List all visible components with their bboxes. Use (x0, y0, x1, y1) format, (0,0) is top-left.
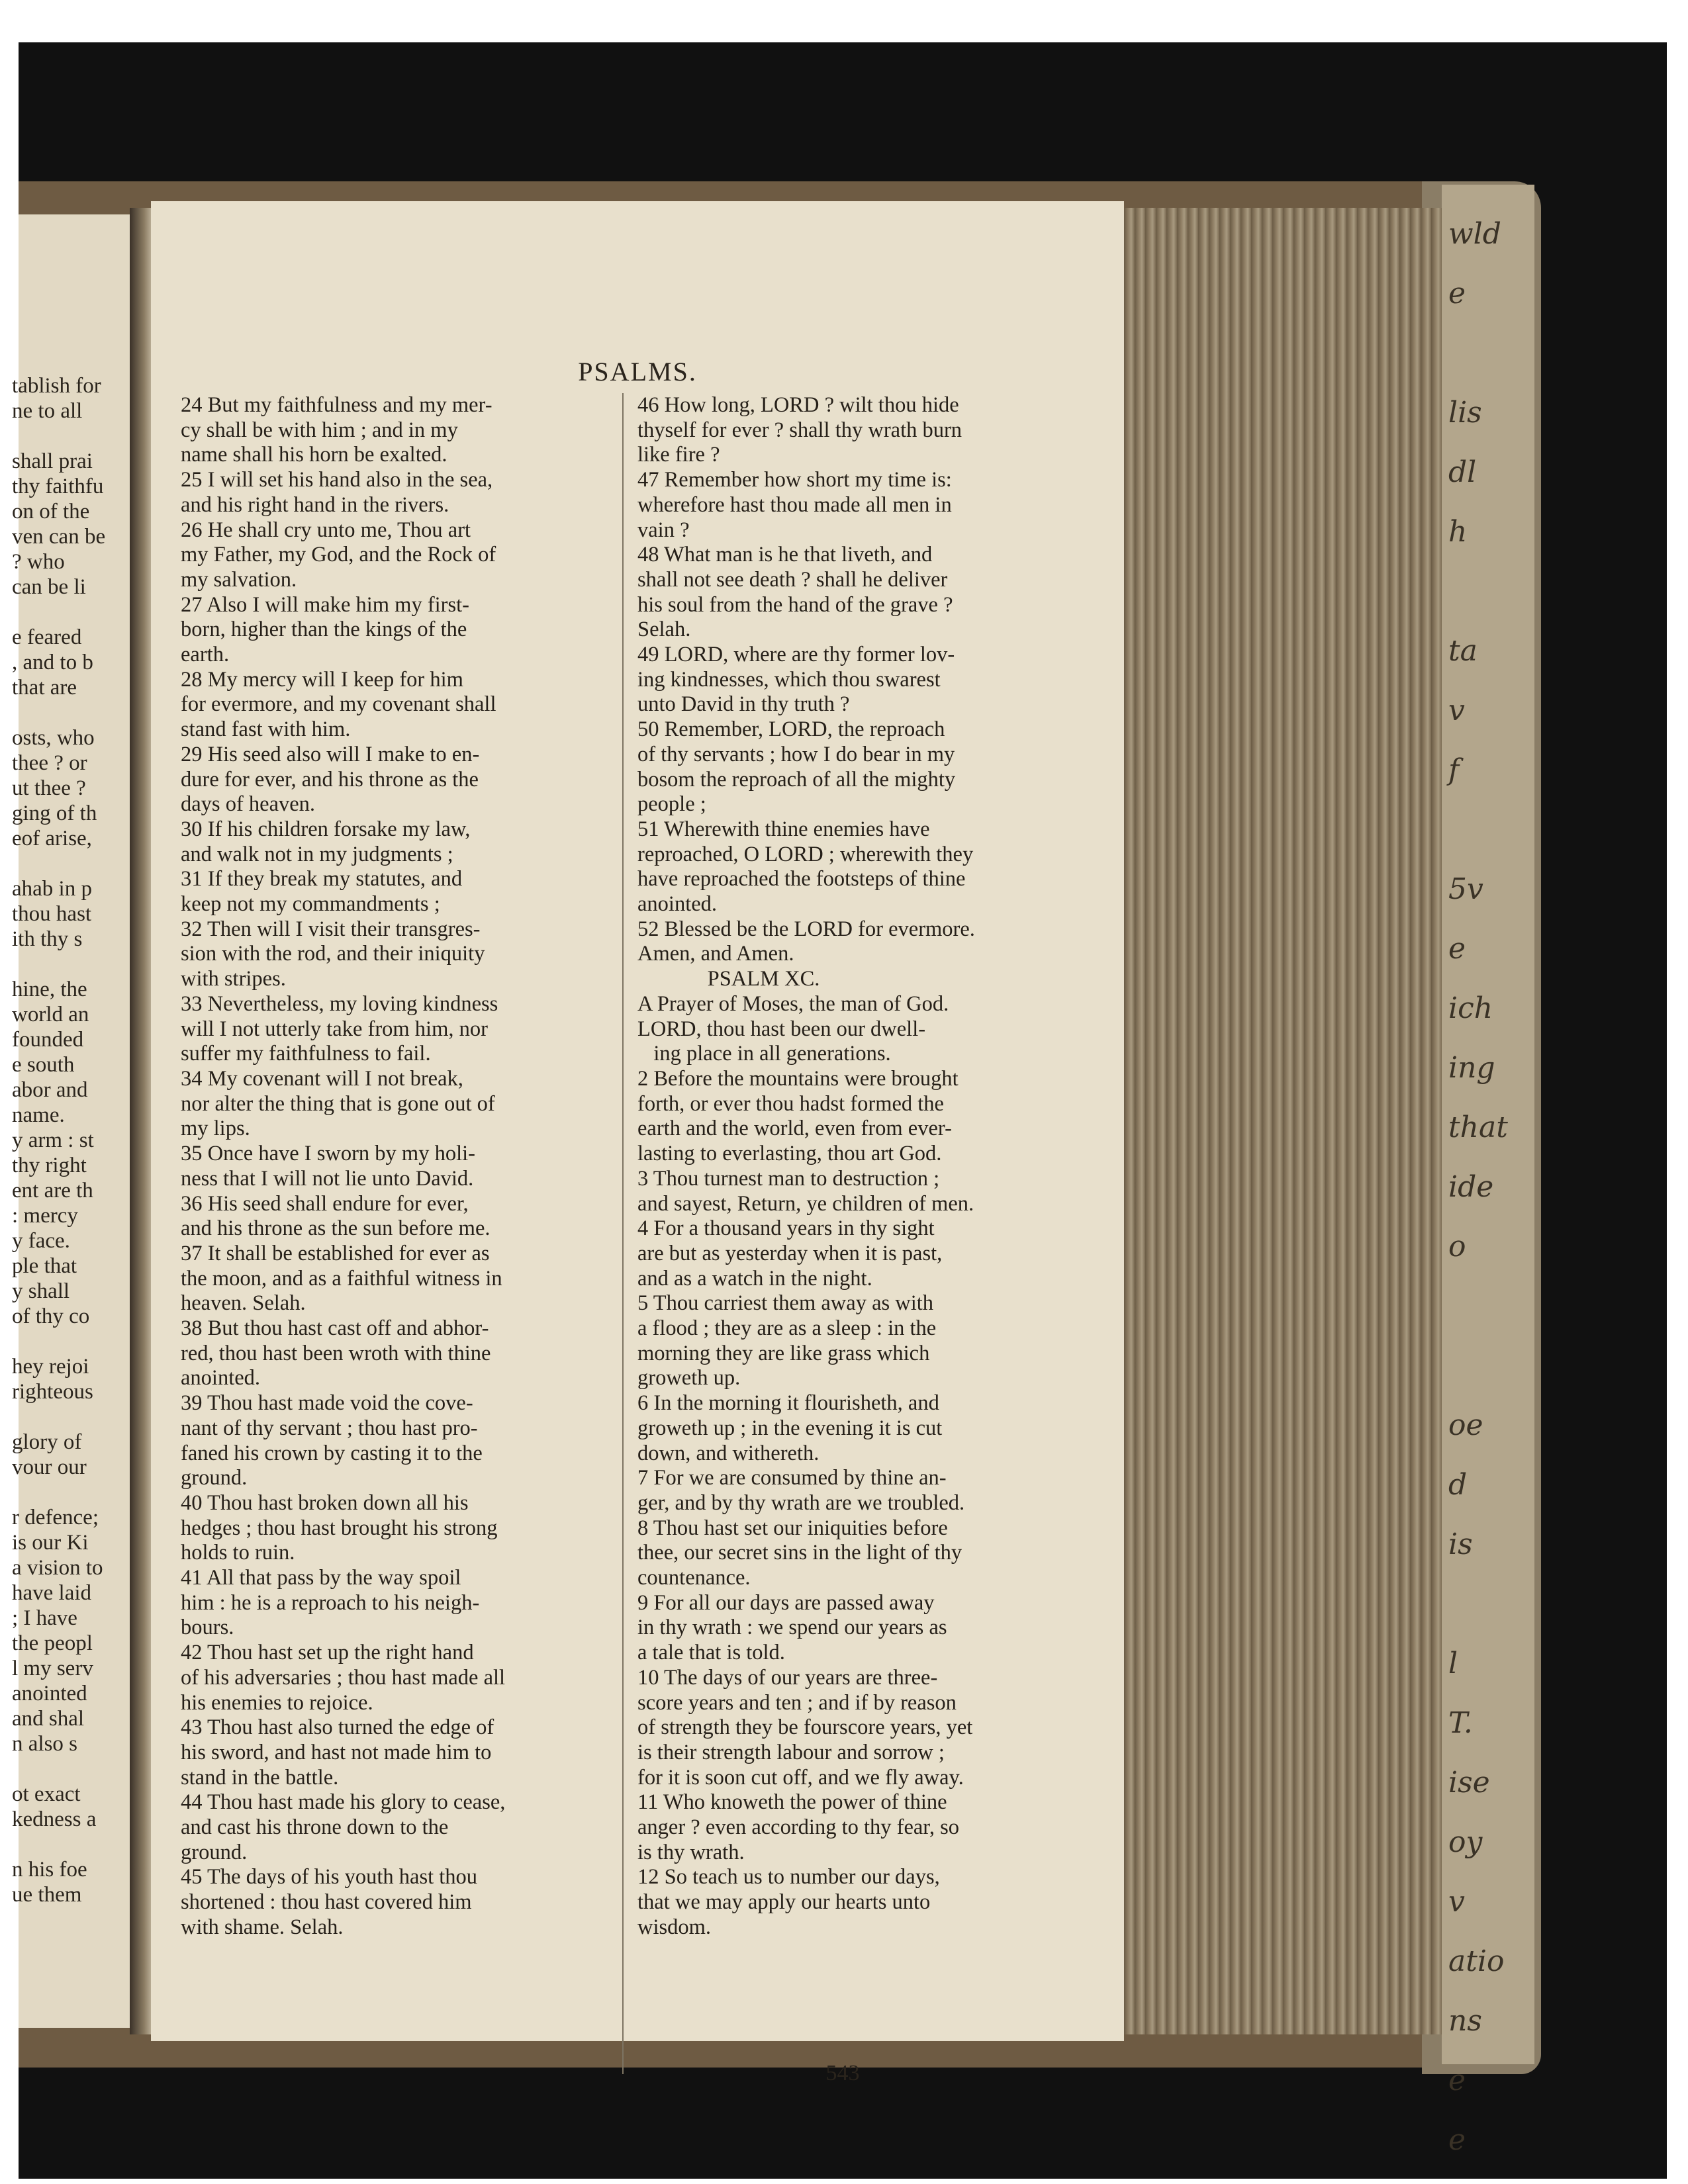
note-line: ns (1448, 2004, 1482, 2038)
text-line: sion with the rod, and their iniquity (181, 942, 485, 966)
text-line: for evermore, and my covenant shall (181, 692, 496, 717)
text-line: 47 Remember how short my time is: (637, 468, 952, 492)
left-column (181, 393, 591, 1940)
fragment-line (12, 1480, 121, 1505)
text-line: shortened : thou hast covered him (181, 1890, 472, 1915)
fragment-line: glory of (12, 1430, 82, 1454)
text-line: PSALM XC. (637, 967, 820, 991)
text-line: will I not utterly take from him, nor (181, 1017, 488, 1041)
text-line: born, higher than the kings of the (181, 617, 467, 642)
text-line: heaven. Selah. (181, 1291, 306, 1316)
text-line: A Prayer of Moses, the man of God. (637, 991, 949, 1016)
fragment-line: on of the (12, 500, 90, 523)
fragment-line (12, 952, 121, 977)
note-line (1448, 324, 1528, 383)
text-line: wisdom. (637, 1915, 712, 1939)
fragment-line: thou hast (12, 902, 92, 926)
fragment-line: , and to b (12, 651, 93, 674)
note-line: dl (1448, 455, 1477, 489)
text-line: is thy wrath. (637, 1840, 745, 1864)
text-line: 25 I will set his hand also in the sea, (181, 468, 493, 492)
text-line: earth. (181, 643, 230, 667)
text-line: and cast his throne down to the (181, 1815, 449, 1840)
text-line: 44 Thou hast made his glory to cease, (181, 1790, 506, 1815)
text-line: Amen, and Amen. (637, 942, 794, 966)
note-line (1448, 1336, 1528, 1396)
note-line: T. (1448, 1706, 1473, 1740)
text-line: hedges ; thou hast brought his strong (181, 1516, 498, 1540)
text-line: a flood ; they are as a sleep : in the (637, 1316, 937, 1341)
fragment-line (12, 424, 121, 449)
text-line: bours. (181, 1615, 234, 1640)
fragment-line: e feared (12, 625, 82, 649)
note-line: e (1448, 932, 1466, 966)
text-line: 29 His seed also will I make to en- (181, 742, 480, 766)
text-line: anointed. (637, 892, 718, 917)
fragment-line: righteous (12, 1380, 93, 1404)
fragment-line: vour our (12, 1455, 87, 1479)
text-line: 34 My covenant will I not break, (181, 1066, 463, 1091)
text-line: 42 Thou hast set up the right hand (181, 1641, 474, 1665)
fragment-line: ent are th (12, 1179, 93, 1203)
fragment-line: ith thy s (12, 927, 83, 951)
text-line: earth and the world, even from ever- (637, 1116, 952, 1141)
note-line: lis (1448, 396, 1482, 430)
note-line: o (1448, 1230, 1466, 1263)
text-line: his soul from the hand of the grave ? (637, 592, 953, 617)
note-line: h (1448, 515, 1468, 549)
text-line: Selah. (637, 617, 691, 642)
fragment-line: have laid (12, 1581, 92, 1605)
fragment-line (12, 851, 121, 876)
fragment-line: can be li (12, 575, 86, 599)
text-line: 49 LORD, where are thy former lov- (637, 643, 955, 667)
text-line: 36 His seed shall endure for ever, (181, 1191, 469, 1216)
text-line: 40 Thou hast broken down all his (181, 1490, 469, 1515)
note-line: e (1448, 2064, 1466, 2097)
fragment-line: y face. (12, 1229, 70, 1253)
note-line: d (1448, 1468, 1468, 1502)
text-line: suffer my faithfulness to fail. (181, 1042, 431, 1066)
page-543 (151, 201, 1124, 2085)
fragment-line: thy right (12, 1154, 87, 1177)
text-line: thyself for ever ? shall thy wrath burn (637, 418, 962, 442)
fragment-line: that are (12, 676, 77, 700)
text-line: 33 Nevertheless, my loving kindness (181, 991, 498, 1016)
page-edges (1124, 208, 1442, 2034)
text-line: 35 Once have I sworn by my holi- (181, 1142, 475, 1166)
note-line: 5v (1448, 872, 1483, 906)
text-line: with stripes. (181, 967, 286, 991)
scan-photo (12, 42, 1667, 2179)
text-line: 11 Who knoweth the power of thine (637, 1790, 947, 1815)
text-line: 26 He shall cry unto me, Thou art (181, 518, 471, 542)
text-line: 39 Thou hast made void the cove- (181, 1391, 473, 1416)
text-line: stand in the battle. (181, 1765, 339, 1790)
text-line: my Father, my God, and the Rock of (181, 543, 496, 567)
note-line: ide (1448, 1170, 1494, 1204)
fragment-line: ple that (12, 1254, 77, 1278)
fragment-line: y shall (12, 1279, 70, 1303)
text-line: groweth up ; in the evening it is cut (637, 1416, 943, 1440)
fragment-line (12, 1832, 121, 1857)
text-line: down, and withereth. (637, 1441, 820, 1465)
text-line: keep not my commandments ; (181, 892, 440, 917)
text-line: ness that I will not lie unto David. (181, 1166, 474, 1191)
text-line: my salvation. (181, 567, 297, 592)
fragment-line: ue them (12, 1883, 82, 1907)
fragment-line: ? who (12, 550, 65, 574)
text-line: dure for ever, and his throne as the (181, 767, 479, 792)
text-line: nant of thy servant ; thou hast pro- (181, 1416, 478, 1440)
fragment-line (12, 600, 121, 625)
note-line: atio (1448, 1944, 1505, 1978)
text-line: 50 Remember, LORD, the reproach (637, 717, 945, 742)
fragment-line: ; I have (12, 1606, 77, 1630)
left-page-fragment (12, 214, 131, 2028)
text-line: lasting to everlasting, thou art God. (637, 1142, 942, 1166)
text-line: him : he is a reproach to his neigh- (181, 1590, 480, 1615)
text-line: is their strength labour and sorrow ; (637, 1740, 945, 1764)
fragment-line: eof arise, (12, 827, 92, 850)
text-line: groweth up. (637, 1366, 741, 1390)
fragment-line (12, 1404, 121, 1430)
fragment-line: and shal (12, 1707, 85, 1731)
text-line: anointed. (181, 1366, 261, 1390)
text-line: ground. (181, 1840, 248, 1864)
text-line: a tale that is told. (637, 1641, 785, 1665)
fragment-line: founded (12, 1028, 84, 1052)
fragment-line: e south (12, 1053, 75, 1077)
fragment-line: thy faithfu (12, 475, 104, 498)
fragment-line: l my serv (12, 1657, 93, 1680)
text-line: 4 For a thousand years in thy sight (637, 1216, 935, 1241)
fragment-line: thee ? or (12, 751, 87, 775)
handwritten-notes (1448, 205, 1528, 2170)
text-line: 46 How long, LORD ? wilt thou hide (637, 393, 959, 417)
text-line: 30 If his children forsake my law, (181, 817, 471, 841)
text-line: and walk not in my judgments ; (181, 842, 453, 866)
text-line: morning they are like grass which (637, 1341, 930, 1365)
text-line: and his throne as the sun before me. (181, 1216, 491, 1241)
text-line: bosom the reproach of all the mighty (637, 767, 956, 792)
fragment-line: y arm : st (12, 1128, 94, 1152)
note-line: ta (1448, 634, 1477, 668)
fragment-line: anointed (12, 1682, 87, 1706)
text-line: that we may apply our hearts unto (637, 1890, 931, 1915)
text-line: 41 All that pass by the way spoil (181, 1566, 461, 1590)
text-line: my lips. (181, 1116, 250, 1141)
text-line: red, thou hast been wroth with thine (181, 1341, 491, 1365)
fragment-line: : mercy (12, 1204, 78, 1228)
text-line: and his right hand in the rivers. (181, 492, 449, 517)
text-line: ger, and by thy wrath are we troubled. (637, 1490, 965, 1515)
note-line: e (1448, 277, 1466, 310)
text-line: holds to ruin. (181, 1541, 295, 1565)
text-line: in thy wrath : we spend our years as (637, 1615, 947, 1640)
text-line: 52 Blessed be the LORD for evermore. (637, 917, 975, 941)
fragment-line: hine, the (12, 978, 87, 1001)
text-line: countenance. (637, 1566, 751, 1590)
fragment-line: n also s (12, 1732, 77, 1756)
text-line: of strength they be fourscore years, yet (637, 1715, 973, 1740)
text-line: days of heaven. (181, 792, 316, 817)
fragment-line: ut thee ? (12, 776, 86, 800)
right-column (637, 393, 1048, 1940)
text-line: and as a watch in the night. (637, 1266, 872, 1291)
fragment-line: n his foe (12, 1858, 87, 1882)
note-line: e (1448, 2123, 1466, 2157)
text-line: reproached, O LORD ; wherewith they (637, 842, 974, 866)
fragment-line: ahab in p (12, 877, 92, 901)
note-line (1448, 800, 1528, 860)
note-line: v (1448, 1885, 1465, 1919)
text-line: with shame. Selah. (181, 1915, 344, 1939)
text-line: shall not see death ? shall he deliver (637, 567, 948, 592)
note-line: v (1448, 694, 1465, 727)
text-line: faned his crown by casting it to the (181, 1441, 483, 1465)
fragment-line: name. (12, 1103, 65, 1127)
text-line: 45 The days of his youth hast thou (181, 1865, 478, 1889)
column-divider (622, 393, 624, 2074)
text-line: forth, or ever thou hadst formed the (637, 1091, 944, 1116)
text-line: nor alter the thing that is gone out of (181, 1091, 495, 1116)
text-line: 38 But thou hast cast off and abhor- (181, 1316, 489, 1341)
note-line: l (1448, 1647, 1458, 1680)
text-line: like fire ? (637, 443, 720, 467)
text-line: anger ? even according to thy fear, so (637, 1815, 959, 1840)
fragment-line: tablish for (12, 374, 101, 398)
fragment-line: r defence; (12, 1506, 99, 1529)
note-line: wld (1448, 217, 1501, 251)
text-line: score years and ten ; and if by reason (637, 1690, 957, 1715)
fragment-line (12, 1329, 121, 1354)
text-line: vain ? (637, 518, 690, 542)
text-line: 32 Then will I visit their transgres- (181, 917, 481, 941)
text-line: 48 What man is he that liveth, and (637, 543, 933, 567)
text-line: 5 Thou carriest them away as with (637, 1291, 934, 1316)
fragment-line (12, 1756, 121, 1782)
text-line: ground. (181, 1466, 248, 1490)
fragment-line: of thy co (12, 1304, 90, 1328)
fragment-line: is our Ki (12, 1531, 89, 1555)
note-line: is (1448, 1527, 1473, 1561)
text-line: 43 Thou hast also turned the edge of (181, 1715, 494, 1740)
fragment-line: world an (12, 1003, 89, 1026)
fragment-line: the peopl (12, 1631, 93, 1655)
text-line: 10 The days of our years are three- (637, 1665, 938, 1690)
fragment-line: a vision to (12, 1556, 103, 1580)
running-head: PSALMS. (578, 357, 697, 387)
text-line: 27 Also I will make him my first- (181, 592, 470, 617)
text-line: 6 In the morning it flourisheth, and (637, 1391, 939, 1416)
text-line: thee, our secret sins in the light of thy (637, 1541, 962, 1565)
fragment-line (12, 700, 121, 725)
text-line: 24 But my faithfulness and my mer- (181, 393, 492, 417)
text-line: 2 Before the mountains were brought (637, 1066, 959, 1091)
note-line: oe (1448, 1408, 1483, 1442)
text-line: 9 For all our days are passed away (637, 1590, 935, 1615)
text-line: for it is soon cut off, and we fly away. (637, 1765, 964, 1790)
page-number: 543 (825, 2061, 860, 2085)
text-line: unto David in thy truth ? (637, 692, 850, 717)
text-line: name shall his horn be exalted. (181, 443, 447, 467)
text-line: ing kindnesses, which thou swarest (637, 667, 941, 692)
note-line (1448, 1574, 1528, 1634)
note-line (1448, 562, 1528, 621)
fragment-line: hey rejoi (12, 1355, 89, 1379)
fragment-line: osts, who (12, 726, 95, 750)
note-line: ise (1448, 1766, 1490, 1799)
fragment-line: ging of th (12, 801, 97, 825)
fragment-line: ne to all (12, 399, 83, 423)
book-gutter (130, 208, 154, 2034)
text-line: of thy servants ; how I do bear in my (637, 742, 955, 766)
text-line: 3 Thou turnest man to destruction ; (637, 1166, 940, 1191)
note-line: f (1448, 753, 1460, 787)
text-line: people ; (637, 792, 706, 817)
text-line: 31 If they break my statutes, and (181, 867, 463, 891)
fragment-line: abor and (12, 1078, 88, 1102)
text-line: ing place in all generations. (637, 1042, 891, 1066)
text-line: of his adversaries ; thou hast made all (181, 1665, 506, 1690)
text-line: the moon, and as a faithful witness in (181, 1266, 502, 1291)
note-line: oy (1448, 1825, 1483, 1859)
text-line: have reproached the footsteps of thine (637, 867, 966, 891)
note-line: that (1448, 1111, 1508, 1144)
text-line: his enemies to rejoice. (181, 1690, 373, 1715)
fragment-line: shall prai (12, 449, 93, 473)
annotated-margin-strip (1442, 185, 1534, 2157)
fragment-line: kedness a (12, 1807, 97, 1831)
note-line: ing (1448, 1051, 1495, 1085)
note-line: ich (1448, 991, 1493, 1025)
text-line: stand fast with him. (181, 717, 351, 742)
text-line: cy shall be with him ; and in my (181, 418, 458, 442)
text-line: 37 It shall be established for ever as (181, 1241, 490, 1265)
note-line (1448, 1277, 1528, 1336)
fragment-line: ven can be (12, 525, 106, 549)
text-line: 8 Thou hast set our iniquities before (637, 1516, 948, 1540)
text-line: his sword, and hast not made him to (181, 1740, 492, 1764)
text-line: 51 Wherewith thine enemies have (637, 817, 930, 841)
text-line: are but as yesterday when it is past, (637, 1241, 943, 1265)
left-page-text (12, 373, 121, 1907)
text-line: and sayest, Return, ye children of men. (637, 1191, 974, 1216)
text-line: LORD, thou hast been our dwell- (637, 1017, 926, 1041)
fragment-line: ot exact (12, 1782, 81, 1806)
text-line: 28 My mercy will I keep for him (181, 667, 463, 692)
text-line: wherefore hast thou made all men in (637, 492, 952, 517)
text-line: 7 For we are consumed by thine an- (637, 1466, 947, 1490)
text-line: 12 So teach us to number our days, (637, 1865, 940, 1889)
